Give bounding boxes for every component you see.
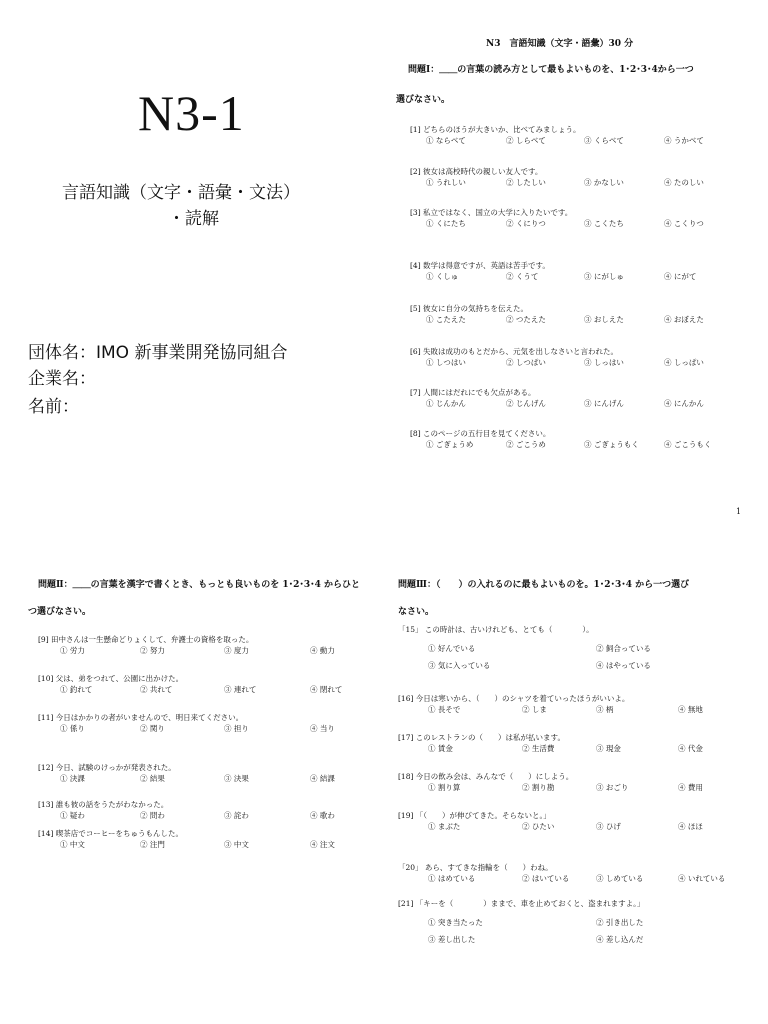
option[interactable]: ① 係り xyxy=(60,724,85,733)
option[interactable]: ③ 詫わ xyxy=(224,811,249,820)
instruction-2b: つ選びなさい。 xyxy=(28,607,92,617)
option[interactable]: ① はめている xyxy=(428,874,476,883)
question-text: [11] 今日はかかりの者がいませんので、明日来てください。 xyxy=(38,713,244,722)
option[interactable]: ② したしい xyxy=(506,178,546,187)
answer-options xyxy=(398,704,748,715)
option[interactable]: ④ たのしい xyxy=(664,178,704,187)
option[interactable]: ① 疑わ xyxy=(60,811,85,820)
option[interactable]: ② 関り xyxy=(140,724,165,733)
option[interactable]: ① 決課 xyxy=(60,774,85,783)
question-text: [7] 人間にはだれにでも欠点がある。 xyxy=(410,388,536,397)
option[interactable]: ① くしゅ xyxy=(426,272,459,281)
option[interactable]: ③ 現金 xyxy=(596,744,621,753)
option[interactable]: ③ 柄 xyxy=(596,705,614,714)
company-field: 企業名： xyxy=(28,369,96,389)
question-text: [9] 田中さんは一生懸命どりょくして、弁護士の資格を取った。 xyxy=(38,635,254,644)
option[interactable]: ④ こくりつ xyxy=(664,219,704,228)
question-text: [19] 「（ ）が伸びてきた。そらないと。」 xyxy=(398,811,551,820)
question-text: [5] 彼女に自分の気持ちを伝えた。 xyxy=(410,304,529,313)
option[interactable]: ① くにたち xyxy=(426,219,466,228)
option[interactable]: ① しつはい xyxy=(426,358,466,367)
name-field: 名前： xyxy=(28,397,79,417)
question-item xyxy=(38,762,368,784)
option[interactable]: ③ くらべて xyxy=(584,136,624,145)
option[interactable]: ④ 代金 xyxy=(678,744,703,753)
org-field: 団体名：IMO 新事業開発協同組合 xyxy=(28,343,288,363)
option[interactable]: ③ 連れて xyxy=(224,685,257,694)
question-text: [1] どちらのほうが大きいか、比べてみましょう。 xyxy=(410,125,581,134)
option[interactable]: ④ 費用 xyxy=(678,783,703,792)
question-item xyxy=(38,828,368,850)
option[interactable]: ③ かなしい xyxy=(584,178,624,187)
answer-options xyxy=(38,684,368,695)
instruction-2: 問題Ⅱ：＿＿の言葉を漢字で書くとき、もっとも良いものを 1･2･3･4 からひと xyxy=(38,580,361,590)
question-block-2 xyxy=(38,634,368,850)
instruction-1b: 選びなさい。 xyxy=(396,95,451,105)
option[interactable]: ③ しっはい xyxy=(584,358,624,367)
option[interactable]: ③ おごり xyxy=(596,783,629,792)
option[interactable]: ③ にんげん xyxy=(584,399,624,408)
answer-options xyxy=(38,810,368,821)
test-header: N3 言語知識（文字・語彙）30 分 xyxy=(486,39,634,49)
option[interactable]: ③ 決果 xyxy=(224,774,249,783)
option[interactable]: ④ 差し込んだ xyxy=(596,935,644,944)
option[interactable]: ④ しっぱい xyxy=(664,358,704,367)
question-text: [17] このレストランの（ ）は私が払います。 xyxy=(398,733,565,742)
option[interactable]: ① 賃金 xyxy=(428,744,453,753)
option[interactable]: ④ ほほ xyxy=(678,822,703,831)
options-21a xyxy=(398,917,748,928)
answer-options xyxy=(410,218,740,229)
option[interactable]: ③ ごぎょうもく xyxy=(584,440,639,449)
question-text: [14] 喫茶店でコーヒーをちゅうもんした。 xyxy=(38,829,183,838)
option[interactable]: ② くにりつ xyxy=(506,219,546,228)
question-item xyxy=(398,862,748,884)
option[interactable]: ② 問わ xyxy=(140,811,165,820)
answer-options xyxy=(410,177,740,188)
option[interactable]: ② しらべて xyxy=(506,136,546,145)
option[interactable]: ① まぶた xyxy=(428,822,461,831)
option[interactable]: ② ひたい xyxy=(522,822,555,831)
option[interactable]: ② はいている xyxy=(522,874,570,883)
option[interactable]: ④ うかべて xyxy=(664,136,704,145)
option[interactable]: ④ いれている xyxy=(678,874,726,883)
question-item xyxy=(410,166,740,188)
option[interactable]: ① 釣れて xyxy=(60,685,93,694)
question-item xyxy=(38,673,368,695)
option[interactable]: ④ 結課 xyxy=(310,774,335,783)
answer-options xyxy=(410,398,740,409)
question-text: [6] 失敗は成功のもとだから、元気を出しなさいと言われた。 xyxy=(410,347,619,356)
cover-title: N3-1 xyxy=(138,85,245,141)
option[interactable]: ④ にんかん xyxy=(664,399,704,408)
option[interactable]: ④ 当り xyxy=(310,724,335,733)
question-item xyxy=(410,124,740,146)
answer-options xyxy=(398,743,748,754)
option[interactable]: ② 努力 xyxy=(140,646,165,655)
question-text: [13] 誰も彼の話をうたがわなかった。 xyxy=(38,800,169,809)
question-text: [18] 今日の飲み会は、みんなで（ ）にしよう。 xyxy=(398,772,574,781)
option[interactable]: ① 突き当たった xyxy=(428,918,483,927)
question-item xyxy=(410,346,740,368)
option[interactable]: ④ ごこうもく xyxy=(664,440,712,449)
option[interactable]: ② ごこうめ xyxy=(506,440,546,449)
question-21: [21] 「キーを（ ）ままで、車を止めておくと、盗まれますよ。」 xyxy=(398,899,645,908)
option[interactable]: ① うれしい xyxy=(426,178,466,187)
question-text: [3] 私立ではなく、国立の大学に入りたいです。 xyxy=(410,208,573,217)
option[interactable]: ② じんげん xyxy=(506,399,546,408)
question-text: [10] 父は、弟をつれて、公園に出かけた。 xyxy=(38,674,184,683)
option[interactable]: ② しつぱい xyxy=(506,358,546,367)
question-item xyxy=(410,387,740,409)
option[interactable]: ④ 閉れて xyxy=(310,685,343,694)
option[interactable]: ① 好んでいる xyxy=(428,644,476,653)
option[interactable]: ① 労力 xyxy=(60,646,85,655)
question-text: 「20」 あら、すてきな指輪を（ ）わね。 xyxy=(398,863,553,872)
answer-options xyxy=(410,357,740,368)
option[interactable]: ③ にがしゅ xyxy=(584,272,624,281)
option[interactable]: ④ 歌わ xyxy=(310,811,335,820)
answer-options xyxy=(410,439,740,450)
question-block-3 xyxy=(398,624,748,945)
answer-options xyxy=(38,645,368,656)
instruction-3b: なさい。 xyxy=(398,607,435,617)
option[interactable]: ① 割り算 xyxy=(428,783,461,792)
option[interactable]: ② 飼合っている xyxy=(596,644,651,653)
question-text: [4] 数学は得意ですが、英語は苦手です。 xyxy=(410,261,550,270)
question-text: [12] 今日、試験のけっかが発表された。 xyxy=(38,763,176,772)
question-item xyxy=(410,207,740,229)
option[interactable]: ① ごぎょうめ xyxy=(426,440,474,449)
option[interactable]: ④ にがて xyxy=(664,272,697,281)
answer-options xyxy=(398,873,748,884)
question-item xyxy=(410,303,740,325)
option[interactable]: ③ しめている xyxy=(596,874,644,883)
question-item xyxy=(410,260,740,282)
option[interactable]: ③ 気に入っている xyxy=(428,661,491,670)
question-block-1 xyxy=(410,124,740,450)
option[interactable]: ④ 無地 xyxy=(678,705,703,714)
option[interactable]: ① 中文 xyxy=(60,840,85,849)
question-item xyxy=(398,693,748,715)
option[interactable]: ③ こくたち xyxy=(584,219,624,228)
options-21b xyxy=(398,934,748,945)
question-15: 「15」 この時計は、古いけれども、とても（ ）。 xyxy=(398,625,594,634)
answer-options xyxy=(410,135,740,146)
options-15b xyxy=(398,660,748,671)
question-item xyxy=(398,810,748,832)
cover-subtitle: 言語知識（文字・語彙・文法） xyxy=(62,183,300,203)
option[interactable]: ③ 担り xyxy=(224,724,249,733)
option[interactable]: ② 引き出した xyxy=(596,918,644,927)
answer-options xyxy=(398,821,748,832)
option[interactable]: ② くうて xyxy=(506,272,539,281)
answer-options xyxy=(410,314,740,325)
option[interactable]: ② つたえた xyxy=(506,315,546,324)
option[interactable]: ① 長そで xyxy=(428,705,461,714)
answer-options xyxy=(38,773,368,784)
option[interactable]: ③ 差し出した xyxy=(428,935,476,944)
option[interactable]: ② 割り勘 xyxy=(522,783,555,792)
question-item xyxy=(398,732,748,754)
option[interactable]: ② 注門 xyxy=(140,840,165,849)
answer-options xyxy=(38,839,368,850)
option[interactable]: ① こたえた xyxy=(426,315,466,324)
option[interactable]: ④ 注文 xyxy=(310,840,335,849)
question-text: [16] 今日は寒いから、（ ）のシャツを着ていったほうがいいよ。 xyxy=(398,694,630,703)
option[interactable]: ③ おしえた xyxy=(584,315,624,324)
option[interactable]: ① じんかん xyxy=(426,399,466,408)
option[interactable]: ④ はやっている xyxy=(596,661,651,670)
option[interactable]: ② 生活費 xyxy=(522,744,555,753)
instruction-1: 問題Ⅰ：＿＿の言葉の読み方として最もよいものを、1･2･3･4から一つ xyxy=(408,65,694,75)
option[interactable]: ④ おぼえた xyxy=(664,315,704,324)
question-item xyxy=(410,428,740,450)
question-item xyxy=(398,771,748,793)
option[interactable]: ② 共れて xyxy=(140,685,173,694)
question-item xyxy=(38,712,368,734)
question-text: [2] 彼女は高校時代の親しい友人です。 xyxy=(410,167,543,176)
instruction-3: 問題Ⅲ：（ ）の入れるのに最もよいものを。1･2･3･4 から一つ選び xyxy=(398,580,690,590)
question-item xyxy=(38,799,368,821)
answer-options xyxy=(398,782,748,793)
option[interactable]: ① ならべて xyxy=(426,136,466,145)
answer-options xyxy=(38,723,368,734)
option[interactable]: ④ 動力 xyxy=(310,646,335,655)
options-15a xyxy=(398,643,748,654)
question-item xyxy=(38,634,368,656)
page-number: 1 xyxy=(736,507,742,516)
option[interactable]: ③ 中文 xyxy=(224,840,249,849)
cover-subtitle-2: ・読解 xyxy=(168,209,219,229)
option[interactable]: ② 結果 xyxy=(140,774,165,783)
option[interactable]: ② しま xyxy=(522,705,547,714)
question-text: [8] このページの五行目を見てください。 xyxy=(410,429,551,438)
option[interactable]: ③ ひげ xyxy=(596,822,621,831)
option[interactable]: ③ 度力 xyxy=(224,646,249,655)
answer-options xyxy=(410,271,740,282)
